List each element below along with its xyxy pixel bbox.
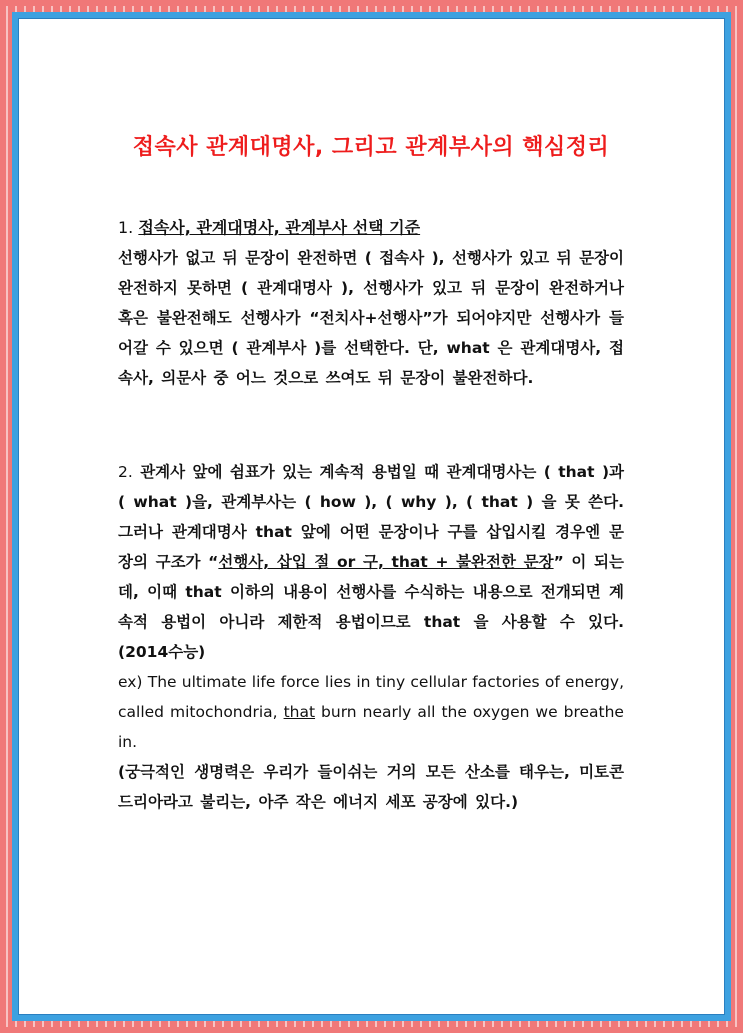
- section-2-body-part2: ” 이 되는데, 이때 that 이하의 내용이 선행사를 수식하는 내용으로 전개되면 계속적 용법이 아니라 제한적 용법이므로 that 을 사용할 수 있다. (2014수능): [118, 553, 624, 661]
- document-body: [118, 130, 624, 817]
- section-1-body: 선행사가 없고 뒤 문장이 완전하면 ( 접속사 ), 선행사가 있고 뒤 문장이 완전하지 못하면 ( 관계대명사 ), 선행사가 있고 뒤 문장이 완전하거나 혹은 불완전해도 선행사가 “전치사+선행사”가 되어야지만 선행사가 들어갈 수 있으면 ( 관계부사 )를 선택한다. 단, what 은 관계대명사, 접속사, 의문사 중 어느 것으로 쓰여도 뒤 문장이 불완전하다.: [118, 249, 624, 387]
- section-2-body-part1: 관계사 앞에 쉼표가 있는 계속적 용법일 때 관계대명사는 ( that )과 ( what )을, 관계부사는 ( how ), ( why ), ( that ) 을 못 쓴다. 그러나 관계대명사 that 앞에 어떤 문장이나 구를 삽입시킬 경우엔 문장의 구조가 “: [118, 463, 625, 571]
- section-2-underlined-structure: 선행사, 삽입 절 or 구, that + 불완전한 문장: [218, 553, 554, 571]
- example-suffix: burn nearly all the oxygen we breathe in.: [118, 703, 624, 751]
- example-sentence: [118, 667, 624, 757]
- section-1: [118, 213, 624, 393]
- section-1-heading-text: 접속사, 관계대명사, 관계부사 선택 기준: [138, 218, 421, 237]
- example-underlined-word: that: [283, 703, 316, 721]
- page-title: 접속사 관계대명사, 그리고 관계부사의 핵심정리: [132, 135, 610, 160]
- example-translation: (궁극적인 생명력은 우리가 들이쉬는 거의 모든 산소를 태우는, 미토콘드리아라고 불리는, 아주 작은 에너지 세포 공장에 있다.): [118, 763, 624, 811]
- section-gap: [118, 393, 624, 457]
- section-2-number: 2.: [118, 463, 133, 481]
- section-2: [118, 457, 624, 817]
- section-1-heading: [118, 213, 624, 243]
- section-2-body: [118, 457, 624, 667]
- section-1-number: 1.: [118, 218, 134, 237]
- example-prefix: ex) The ultimate life force lies in tiny cellular factories of energy, called mitochondria,: [118, 673, 624, 721]
